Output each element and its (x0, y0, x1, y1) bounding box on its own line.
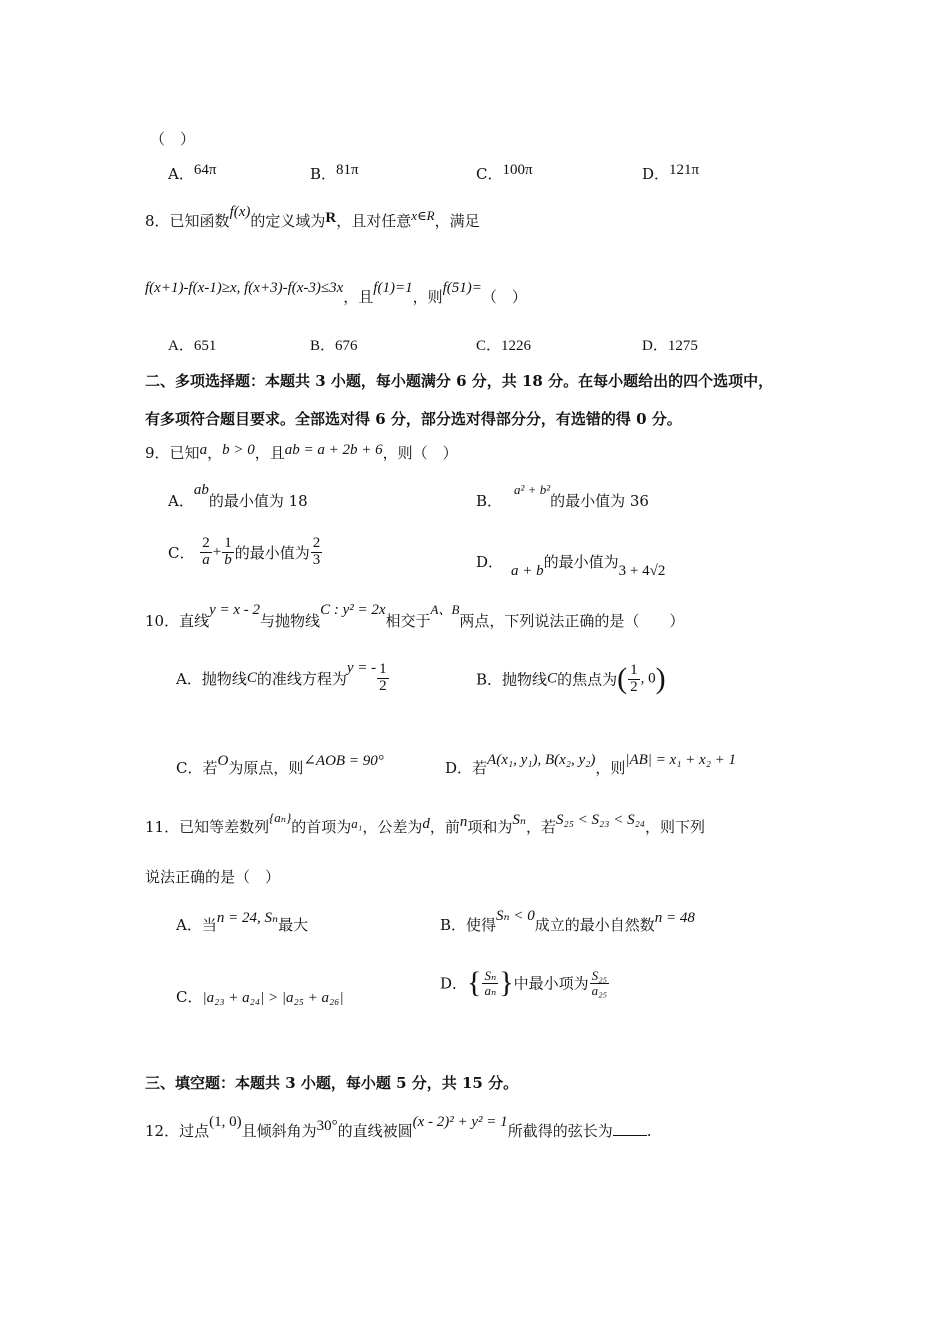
q8-option-d[interactable] (642, 334, 698, 355)
q10-option-b-frac (628, 663, 640, 696)
q11-option-d[interactable] (440, 966, 610, 1000)
q8-inequalities: f(x+1)-f(x-1)≥x, f(x+3)-f(x-3)≤3x (145, 280, 344, 296)
q10-option-b-rest: , 0 (640, 670, 656, 687)
q11-text: ，前 (429, 818, 460, 836)
q10-option-d-points: A(x₁, y₁), B(x₂, y₂) (487, 752, 596, 768)
q9-text: ，则（ ） (382, 444, 458, 462)
q8-x-in-R: x∈R (411, 208, 435, 223)
q11-option-b[interactable] (440, 908, 695, 935)
frac-numerator: S₂₅ (591, 967, 608, 983)
q11-text: 项和为 (467, 818, 513, 836)
q9-option-c-frac2 (222, 536, 234, 569)
right-brace: } (499, 966, 514, 999)
q8-paren: （ ） (481, 288, 527, 306)
q8-f1: f(1)=1 (373, 280, 413, 296)
q10-option-a-text: 抛物线 (201, 669, 247, 688)
q11-text: 已知等差数列 (179, 818, 270, 836)
q11-text: ，公差为 (362, 818, 423, 836)
q9-option-b-expr: a² + b² (514, 482, 551, 497)
q11-stem-line2: 说法正确的是（ ） (145, 868, 281, 886)
q12-text: 的直线被圆 (337, 1122, 413, 1140)
q7-option-a-label: A． (168, 165, 194, 183)
q11-option-c-expr: |a₂₃ + a₂₄| > |a₂₅ + a₂₆| (202, 990, 344, 1006)
q11-number: 11． (145, 818, 180, 836)
q11-option-a-text: 最大 (278, 916, 309, 934)
q7-option-b-label: B． (310, 165, 337, 183)
q7-option-c-label: C． (476, 165, 503, 183)
q11-option-a-expr: n = 24, Sₙ (216, 910, 279, 926)
frac-denominator: 2 (379, 677, 387, 694)
q9-option-c-label: C． (168, 543, 195, 562)
q11-n: n (459, 814, 468, 830)
q7-paren: （ ） (150, 130, 196, 148)
q9-condition: b > 0 (222, 442, 255, 458)
q8-text: ，且 (343, 288, 374, 306)
q10-option-c-O: O (217, 753, 229, 769)
q8-text: 已知函数 (169, 212, 230, 230)
q10-option-b[interactable] (476, 662, 666, 696)
q11-option-a[interactable] (176, 910, 309, 935)
q10-line-eq: y = x - 2 (209, 602, 261, 618)
left-brace: { (467, 966, 482, 999)
plus-sign: + (212, 543, 222, 560)
frac-numerator: 1 (630, 661, 638, 678)
q9-text: ，且 (254, 444, 285, 462)
q11-option-d-text: 中最小项为 (513, 974, 589, 993)
q12-answer-blank[interactable] (613, 1123, 647, 1136)
q12-text: 所截得的弦长为 (507, 1122, 613, 1140)
q10-stem (145, 602, 685, 631)
q10-option-c-text: 若 (202, 759, 218, 777)
q11-option-b-text: 成立的最小自然数 (534, 916, 655, 934)
q12-circle-eq: (x - 2)² + y² = 1 (412, 1114, 508, 1130)
q10-option-d-text: 若 (472, 759, 488, 777)
q10-option-d-expr: |AB| = x₁ + x₂ + 1 (625, 752, 737, 768)
q9-option-b[interactable] (476, 482, 649, 511)
right-paren: ) (655, 662, 666, 695)
q7-option-d-value: 121π (669, 162, 700, 178)
q11-option-d-result (590, 969, 610, 997)
q11-sequence: {aₙ} (269, 810, 292, 825)
q8-text: ，且对任意 (336, 212, 412, 230)
q11-option-a-text: 当 (201, 916, 217, 934)
section2-heading-line1: 二、多项选择题：本题共 3 小题，每小题满分 6 分，共 18 分。在每小题给出的四个选项中， (145, 372, 774, 390)
q10-option-d-label: D． (445, 759, 473, 777)
frac-denominator: a (202, 551, 210, 568)
q8-domain-R: R (325, 210, 337, 226)
q10-option-b-text: 的焦点为 (557, 670, 618, 689)
q9-text: ， (207, 444, 223, 462)
q8-option-a[interactable] (168, 334, 216, 355)
q7-option-d[interactable] (642, 163, 699, 184)
q10-option-b-C: C (547, 670, 558, 687)
q9-option-a-expr: ab (193, 482, 209, 498)
q11-text: ，则下列 (645, 818, 706, 836)
q11-option-d-label: D． (440, 974, 468, 993)
q7-option-c-value: 100π (502, 162, 533, 178)
q10-option-a-C: C (246, 669, 257, 686)
frac-denominator: a₂₅ (591, 982, 608, 998)
q9-option-b-label: B． (476, 492, 503, 510)
q12-number: 12． (145, 1122, 180, 1140)
q11-text: 的首项为 (291, 818, 352, 836)
q8-stem (145, 204, 480, 231)
q9-var-a: a (199, 442, 208, 458)
q9-option-b-text: 的最小值为 36 (550, 492, 649, 510)
q9-stem (145, 442, 458, 463)
q9-option-d-value: 3 + 4√2 (618, 563, 666, 579)
frac-numerator: 2 (202, 535, 210, 551)
q12-text: 且倾斜角为 (241, 1122, 317, 1140)
q9-option-d-text: 的最小值为 (543, 553, 619, 571)
q8-number: 8． (145, 212, 170, 230)
section2-heading-line2: 有多项符合题目要求。全部选对得 6 分，部分选对得部分分，有选错的得 0 分。 (145, 410, 682, 428)
q7-option-c[interactable] (476, 163, 533, 184)
q10-option-d[interactable] (445, 752, 737, 778)
frac-numerator: Sₙ (484, 967, 497, 983)
q9-option-d-expr: a + b (511, 563, 544, 579)
q7-option-a-value: 64π (193, 162, 217, 178)
q8-option-b[interactable] (310, 334, 358, 355)
q11-option-b-expr: Sₙ < 0 (496, 908, 535, 924)
q11-Sn: Sₙ (512, 812, 526, 828)
q9-option-d-label: D． (476, 553, 504, 571)
q10-option-c-expr: ∠AOB = 90° (303, 753, 384, 769)
q11-option-b-expr2: n = 48 (654, 910, 695, 926)
frac-denominator: 2 (630, 678, 638, 695)
q8-text: ，则 (412, 288, 443, 306)
section3-heading: 三、填空题：本题共 3 小题，每小题 5 分，共 15 分。 (145, 1074, 519, 1092)
q11-d: d (422, 816, 430, 832)
q9-option-c-result (311, 536, 323, 569)
q8-option-b-label: B． (310, 338, 336, 354)
q10-points: A、B (430, 602, 460, 617)
q7-option-a[interactable] (168, 163, 216, 184)
q9-option-c-frac1 (200, 536, 212, 569)
q9-option-a[interactable] (168, 482, 308, 511)
left-paren: ( (617, 662, 628, 695)
q11-stem (145, 810, 706, 837)
q8-option-d-label: D． (642, 338, 668, 354)
q8-option-d-value: 1275 (667, 338, 698, 354)
q12-text: 过点 (179, 1122, 210, 1140)
q11-option-b-text: 使得 (466, 916, 497, 934)
q10-text: 两点，下列说法正确的是（ ） (459, 612, 685, 630)
q10-option-a-frac (377, 662, 389, 695)
q10-text: 相交于 (385, 612, 431, 630)
q11-option-a-label: A． (176, 916, 202, 934)
q12-period: . (646, 1122, 652, 1140)
q10-option-c-text: 为原点，则 (228, 759, 304, 777)
q8-condition (145, 280, 527, 307)
q9-option-a-text: 的最小值为 18 (208, 492, 308, 510)
q10-curve-eq: C : y² = 2x (320, 602, 386, 618)
q10-text: 直线 (179, 612, 210, 630)
q10-option-a-lhs: y = - (346, 659, 377, 676)
q10-option-b-text: 抛物线 (502, 670, 548, 689)
q8-fx: f(x) (229, 204, 251, 220)
q11-option-c[interactable] (176, 986, 344, 1007)
q10-text: 与抛物线 (260, 612, 321, 630)
q9-number: 9． (145, 444, 170, 462)
q8-option-b-value: 676 (335, 338, 358, 354)
q10-option-d-text: ，则 (595, 759, 626, 777)
q8-option-c[interactable] (476, 334, 531, 355)
q9-option-a-label: A． (168, 492, 194, 510)
q9-option-d[interactable] (476, 551, 666, 579)
q10-option-b-label: B． (476, 670, 503, 689)
frac-denominator: 3 (312, 551, 321, 568)
q8-option-a-value: 651 (193, 338, 217, 354)
q11-inequality: S₂₅ < S₂₃ < S₂₄ (555, 812, 646, 828)
q10-option-a-label: A． (176, 669, 202, 688)
q10-option-a[interactable] (176, 659, 390, 695)
q9-text: 已知 (169, 444, 200, 462)
q11-option-d-frac (482, 969, 498, 997)
frac-numerator: 2 (312, 535, 321, 551)
q11-a1: a₁ (351, 816, 363, 831)
q10-option-c-label: C． (176, 759, 203, 777)
q10-option-a-text: 的准线方程为 (256, 669, 347, 688)
q12-stem (145, 1114, 652, 1141)
frac-denominator: b (224, 551, 232, 568)
q12-angle: 30° (316, 1118, 338, 1134)
q10-number: 10． (145, 612, 180, 630)
frac-numerator: 1 (379, 661, 387, 677)
q11-option-b-label: B． (440, 916, 467, 934)
q8-option-c-label: C． (476, 338, 502, 354)
q12-point: (1, 0) (209, 1114, 242, 1130)
q8-option-c-value: 1226 (501, 338, 532, 354)
q7-option-b[interactable] (310, 163, 359, 184)
q7-option-d-label: D． (642, 165, 670, 183)
frac-numerator: 1 (224, 535, 232, 551)
frac-denominator: aₙ (484, 982, 497, 998)
q8-text: 的定义域为 (250, 212, 326, 230)
q10-option-c[interactable] (176, 753, 384, 778)
q9-equation: ab = a + 2b + 6 (284, 442, 383, 458)
q7-option-b-value: 81π (336, 162, 359, 178)
q9-option-c-text: 的最小值为 (234, 543, 310, 562)
q11-option-c-label: C． (176, 988, 203, 1006)
q8-text: ，满足 (434, 212, 480, 230)
q9-option-c[interactable] (168, 536, 323, 569)
q8-option-a-label: A． (168, 338, 194, 354)
q11-text: ，若 (525, 818, 556, 836)
q8-f51: f(51)= (442, 280, 482, 296)
